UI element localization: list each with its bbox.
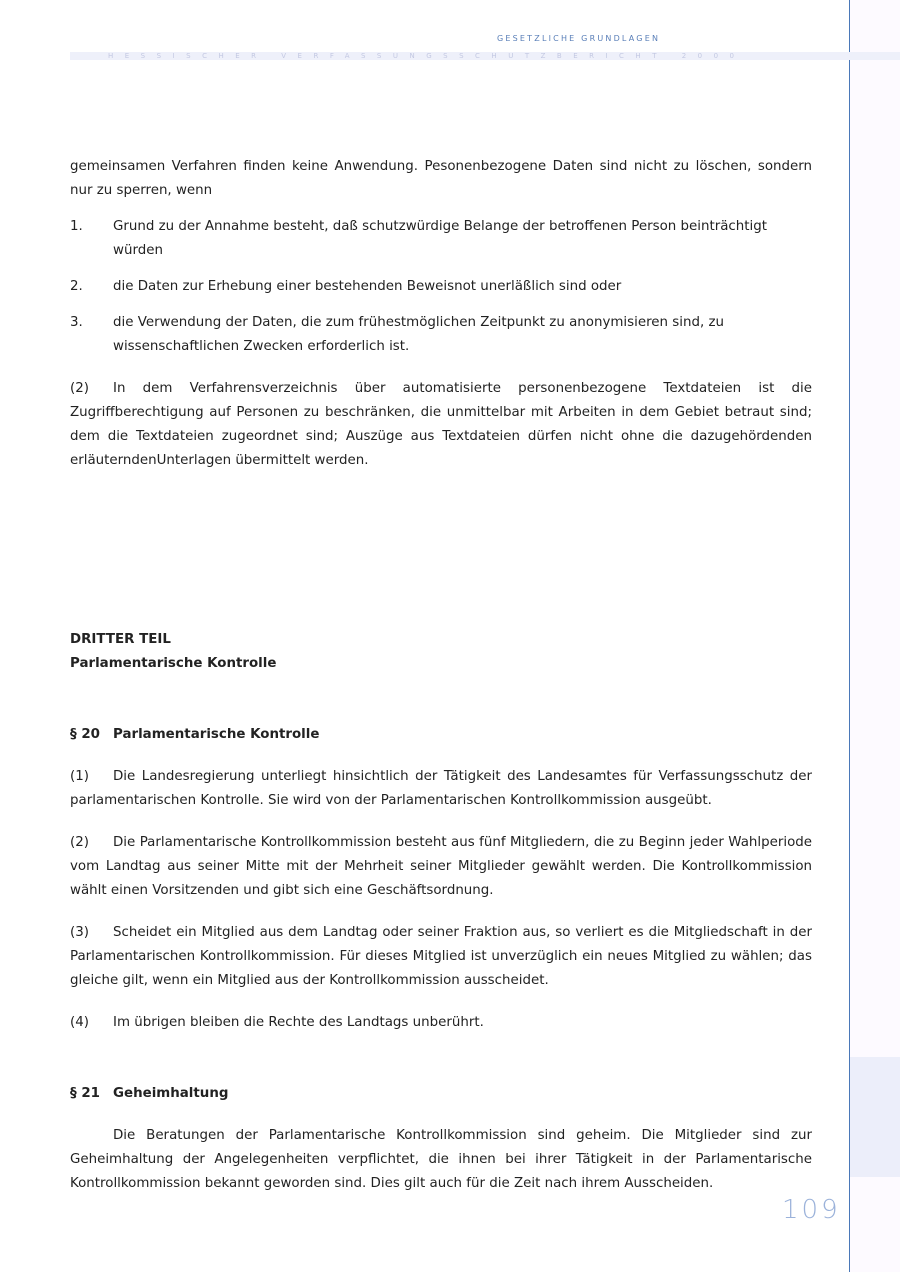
section-symbol: § 20 xyxy=(70,727,100,742)
intro-paragraph: gemeinsamen Verfahren finden keine Anwendung. Pesonenbezogene Daten sind nicht zu löschen, sondern nur zu sperren, wenn xyxy=(70,159,812,198)
paragraph-text: Die Landesregierung unterliegt hinsichtlich der Tätigkeit des Landesamtes für Verfassungsschutz der parlamentarischen Kontrolle. Sie wird von der Parlamentarischen Kontrollkommission ausgeübt. xyxy=(70,769,812,808)
page-number: 109 xyxy=(782,1195,841,1225)
section-title: Parlamentarische Kontrolle xyxy=(113,727,320,742)
page-content xyxy=(70,155,812,1196)
list-number: 1. xyxy=(70,219,83,234)
list-item xyxy=(70,215,812,263)
paragraph-number: (2) xyxy=(70,835,89,850)
paragraph-number: (2) xyxy=(70,381,89,396)
paragraph-text: Die Parlamentarische Kontrollkommission besteht aus fünf Mitgliedern, die zu Beginn jeder Wahlperiode vom Landtag aus seiner Mitte mit der Mehrheit seiner Mitglieder gewählt werden. Die Kontrollkommission wählt einen Vorsitzenden und gibt sich eine Geschäftsordnung. xyxy=(70,835,812,898)
list-text: die Daten zur Erhebung einer bestehenden Beweisnot unerläßlich sind oder xyxy=(113,279,622,294)
paragraph-text: Scheidet ein Mitglied aus dem Landtag oder seiner Fraktion aus, so verliert es die Mitgliedschaft in der Parlamentarischen Kontrollkommission. Für dieses Mitglied ist unverzüglich ein neues Mitglied zu wählen; das gleiche gilt, wenn ein Mitglied aus der Kontrollkommission ausscheidet. xyxy=(70,925,812,988)
paragraph-2 xyxy=(70,377,812,473)
part-title: DRITTER TEIL xyxy=(70,632,171,647)
list-text: die Verwendung der Daten, die zum frühestmöglichen Zeitpunkt zu anonymisieren sind, zu wissenschaftlichen Zwecken erforderlich ist. xyxy=(113,315,724,354)
list-number: 2. xyxy=(70,279,83,294)
section-20-paragraph xyxy=(70,1011,812,1035)
list-item xyxy=(70,275,812,299)
list-text: Grund zu der Annahme besteht, daß schutzwürdige Belange der betroffenen Person beinträchtigt würden xyxy=(113,219,768,258)
section-20-paragraph xyxy=(70,921,812,993)
section-20-heading xyxy=(70,723,812,747)
section-20-paragraph xyxy=(70,831,812,903)
chapter-tab-marker xyxy=(850,1057,900,1177)
section-label: GESETZLICHE GRUNDLAGEN xyxy=(497,34,661,43)
running-title: HESSISCHER VERFASSUNGSSCHUTZBERICHT 2000 xyxy=(108,52,746,60)
section-21-heading xyxy=(70,1082,812,1106)
list-number: 3. xyxy=(70,315,83,330)
paragraph-number: (1) xyxy=(70,769,89,784)
section-title: Geheimhaltung xyxy=(113,1086,229,1101)
right-margin-rule xyxy=(849,0,850,1272)
part-heading xyxy=(70,628,812,676)
paragraph-text: Im übrigen bleiben die Rechte des Landtags unberührt. xyxy=(113,1015,484,1030)
section-symbol: § 21 xyxy=(70,1086,100,1101)
paragraph-number: (4) xyxy=(70,1015,89,1030)
part-subtitle: Parlamentarische Kontrolle xyxy=(70,656,277,671)
paragraph-number: (3) xyxy=(70,925,89,940)
list-item xyxy=(70,311,812,359)
section-21-paragraph: Die Beratungen der Parlamentarische Kontrollkommission sind geheim. Die Mitglieder sind zur Geheimhaltung der Angelegenheiten verpflichtet, die ihnen bei ihrer Tätigkeit in der Parlamentarische Kontrollkommission bekannt geworden sind. Dies gilt auch für die Zeit nach ihrem Ausscheiden. xyxy=(70,1128,812,1191)
paragraph-text: In dem Verfahrensverzeichnis über automatisierte personenbezogene Textdateien ist die Zugriffberechtigung auf Personen zu beschränken, die unmittelbar mit Arbeiten in dem Gebiet betraut sind; dem die Textdateien zugeordnet sind; Auszüge aus Textdateien dürfen nicht ohne die dazugehördenden erläuterndenUnterlagen übermittelt werden. xyxy=(70,381,812,468)
section-20-paragraph xyxy=(70,765,812,813)
